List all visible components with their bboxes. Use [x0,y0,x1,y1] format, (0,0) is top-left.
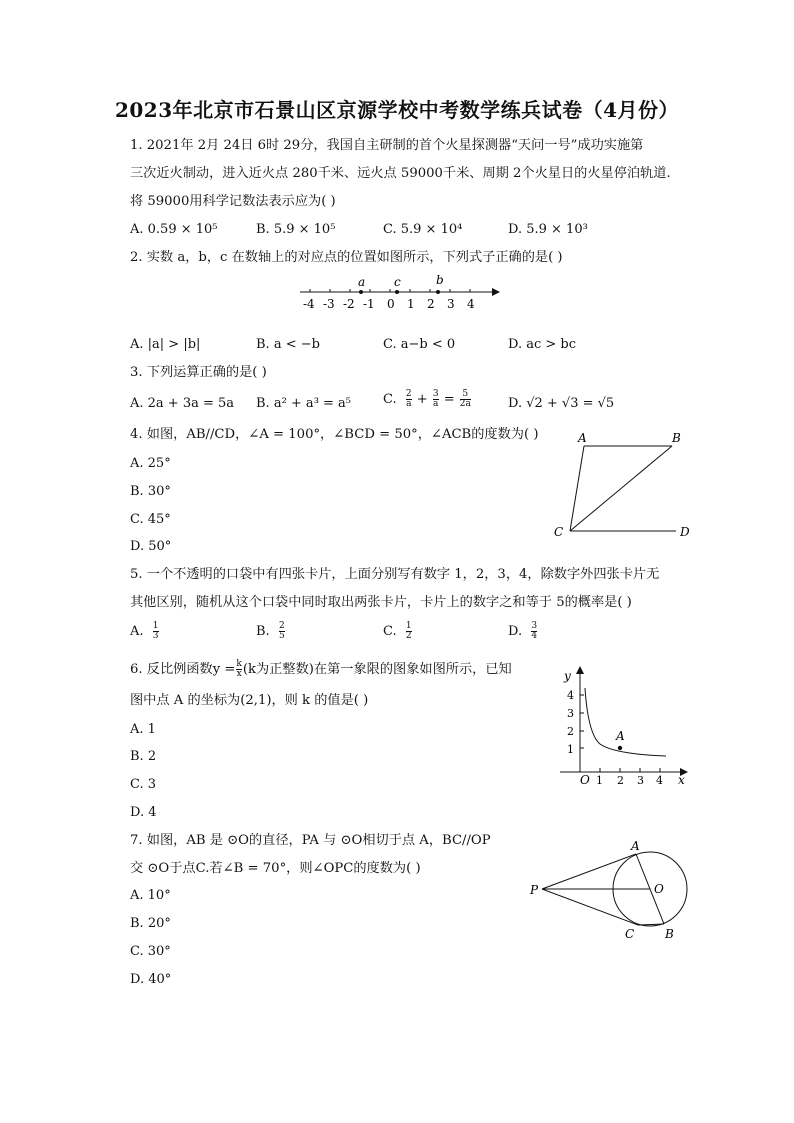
fraction: $\frac{2}{a}$ [405,389,412,409]
q5-text-line2: 其他区别，随机从这个口袋中同时取出两张卡片，卡片上的数字之和等于 5的概率是( ) [130,595,632,610]
fraction: $\frac{1}{3}$ [152,621,159,641]
q6-option-d: D. 4 [130,805,157,820]
fraction: $\frac{1}{2}$ [405,621,412,641]
q3-option-b: B. a² + a³ = a⁵ [256,396,352,411]
y-tick-label: 1 [567,743,574,756]
q5-option-d: D. $\frac{3}{4}$ [508,621,538,641]
x-tick-label: 4 [656,774,663,786]
q5-text-line1: 5. 一个不透明的口袋中有四张卡片，上面分别写有数字 1，2，3，4，除数字外四张卡片无 [130,567,660,582]
x-tick-label: 2 [617,774,624,786]
q6-text-line1: 6. 反比例函数y = $\frac{k}{x}$ (k为正整数)在第一象限的图象如图所示，已知 [130,659,512,679]
q6-option-b: B. 2 [130,749,157,764]
circle-tangent-figure [528,836,698,946]
q4-text-line1: 4. 如图，AB//CD，∠A = 100°，∠BCD = 50°，∠ACB的度数为( ) [130,427,539,442]
q7-option-b: B. 20° [130,916,171,931]
q4-option-d: D. 50° [130,539,172,554]
q5-option-b: B. $\frac{2}{5}$ [256,621,285,641]
fraction: $\frac{k}{x}$ [236,659,242,679]
q6-option-c: C. 3 [130,777,157,792]
y-tick-label: 4 [567,689,574,702]
q2-text-line1: 2. 实数 a，b，c 在数轴上的对应点的位置如图所示，下列式子正确的是( ) [130,250,563,265]
x-axis-label: x [678,773,685,786]
parallel-lines-figure [548,428,698,544]
point-a-label: A [616,729,625,743]
q7-option-c: C. 30° [130,944,171,959]
fraction: $\frac{2}{5}$ [278,621,285,641]
label-c: C [554,525,564,539]
q7-text-line1: 7. 如图，AB 是 ⊙O的直径，PA 与 ⊙O相切于点 A，BC//OP [130,833,491,848]
number-line-tick-label: -3 [323,297,335,311]
q2-option-d: D. ac > bc [508,337,577,352]
point-b [436,290,440,294]
fraction: $\frac{3}{4}$ [531,621,538,641]
q3-option-a: A. 2a + 3a = 5a [130,396,235,411]
y-tick-label: 3 [567,707,574,720]
point-a-label: a [358,275,366,289]
q2-option-c: C. a−b < 0 [383,337,456,352]
origin-label: O [580,773,590,786]
number-line-arrow [492,288,500,296]
number-line-tick-label: 1 [407,297,415,311]
q2-option-a: A. |a| > |b| [130,337,201,352]
point-a [618,746,622,750]
number-line-tick-label: -2 [343,297,355,311]
label-o: O [654,882,664,896]
q1-option-d: D. 5.9 × 10³ [508,222,588,237]
q3-option-c: C. $\frac{2}{a}$ + $\frac{3}{a}$ = $\frac{5}{2a}$ [383,389,471,409]
x-tick-label: 1 [596,774,603,786]
label-a: A [631,839,640,853]
q5-option-c: C. $\frac{1}{2}$ [383,621,412,641]
point-b-label: b [436,273,444,287]
number-line-tick-label: 4 [467,297,475,311]
q5-option-a: A. $\frac{1}{3}$ [130,621,159,641]
q4-option-a: A. 25° [130,456,171,471]
q3-text-line1: 3. 下列运算正确的是( ) [130,365,267,380]
page-title: 2023年北京市石景山区京源学校中考数学练兵试卷（4月份） [114,98,680,122]
point-c-label: c [394,275,401,289]
number-line-tick-label: 3 [447,297,455,311]
q1-text-line3: 将 59000用科学记数法表示应为( ) [130,194,336,209]
q1-option-c: C. 5.9 × 10⁴ [383,222,463,237]
q6-text-line2: 图中点 A 的坐标为(2,1)，则 k 的值是( ) [130,693,369,708]
number-line-tick-label: 0 [387,297,395,311]
fraction: $\frac{5}{2a}$ [459,389,471,409]
y-tick-label: 2 [567,725,574,738]
q3-option-c-label: C. [383,392,397,407]
point-a [359,290,363,294]
q2-option-b: B. a < −b [256,337,320,352]
q7-option-d: D. 40° [130,972,172,987]
label-b: B [672,431,681,445]
q7-option-a: A. 10° [130,888,171,903]
label-b: B [665,927,674,941]
q3-option-d: D. √2 + √3 = √5 [508,396,615,411]
label-a: A [578,431,587,445]
q1-option-a: A. 0.59 × 10⁵ [130,222,218,237]
label-d: D [680,525,690,539]
q1-text-line2: 三次近火制动，进入近火点 280千米、远火点 59000千米、周期 2个火星日的火星停泊轨道. [130,166,671,181]
y-axis-label: y [564,669,571,683]
number-line-figure [296,272,502,314]
x-tick-label: 3 [637,774,644,786]
q6-option-a: A. 1 [130,722,156,737]
q4-option-b: B. 30° [130,484,171,499]
label-p: P [530,883,539,897]
number-line-tick-label: 2 [427,297,435,311]
label-c: C [625,927,635,941]
fraction: $\frac{3}{a}$ [432,389,439,409]
q1-text-line1: 1. 2021年 2月 24日 6时 29分，我国自主研制的首个火星探测器“天问一号”成功实施第 [130,138,644,153]
number-line-tick-label: -4 [303,297,315,311]
hyperbola-curve [585,688,666,756]
q7-text-line2: 交 ⊙O于点C.若∠B = 70°，则∠OPC的度数为( ) [130,861,421,876]
point-c [395,290,399,294]
q4-option-c: C. 45° [130,512,171,527]
hyperbola-figure [556,664,696,786]
q1-option-b: B. 5.9 × 10⁵ [256,222,336,237]
number-line-tick-label: -1 [363,297,375,311]
